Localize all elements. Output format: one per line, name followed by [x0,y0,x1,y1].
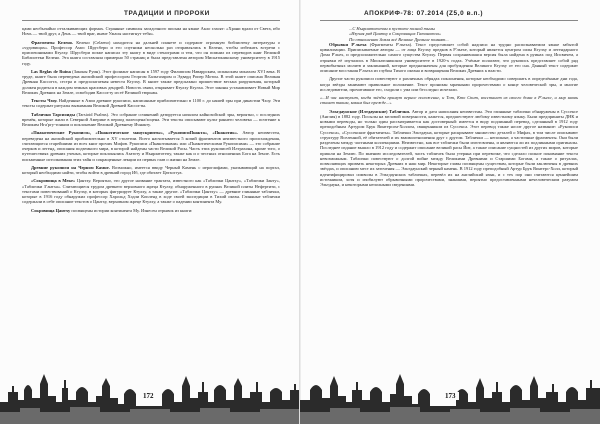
entry-text: посвящены истории континента Му. Изнесен отрывок из книги: [70,207,193,213]
entry-text: Другие части рукописи повествуют о различных обрядах поклонения, которые необходимо совершать в определённые дни года, когда звёзды занимают правильное положение. Текст пронизан мрачными пророчествами о конце человеческой эры, и многие исследователи, прочитавшие его, сходили с ума или бесследно исчезали. [320,76,578,92]
epigraph-line: По отношению Земля всё Великие Древние помнят... [349,36,449,42]
entry-heading: Las Reglas de Ruina [31,68,71,74]
entry-text: Келено (Celaeno) находится на дальней планете и содержит огромную библиотеку литературы о «чудовищах». Профессор Амос Шрусбери и его спутники несколько раз отправлялись в Келено, чтобы избежать встречи с приспешниками Ктулху. Шрусбери позже написал эту книгу в виде стенограмм и тем, что он помнил из переводов книг Великой Библиотеки Келено. Эта книга составляла примерно 50 страниц и была представлена автором Мискатоникскому университету в 1915 году. [22,39,280,66]
body-paragraph [22,208,280,213]
body-paragraph [22,130,280,162]
body-paragraph [320,42,578,74]
entry-text: цами необычайно отталкивающих формах. Странные символы загадочного письма на языке Акло гласят: «Храни вдали от Света, ибо Ночь — твой друг, а День — твой враг, иначе Ужасы настигнут тебя». [22,26,280,37]
body-paragraph [22,165,280,176]
body-paragraph [22,40,280,66]
header-rule [320,20,578,21]
running-header: АПОКРИФ-78: 07.2014 (Z5,0 в.п.) [364,10,484,17]
page-number: 172 [140,392,157,400]
body-paragraph [22,26,280,37]
body-paragraph [22,69,280,95]
body-paragraph [22,112,280,128]
entry-text: Цантху. Вероятно, это другое название трактата, известного как «Таблички Цантху», «Таблички Занту», «Таблички Зʼантха». Считающиеся трудом древнего верховного жреца Ктулху, обнаруженного в руинах Великой плиты Нефертити, с текстами повествований о Ктулху, в которых фигурирует Ктулху, а также другие. «Таблички Цантху» — древние глиняные таблички, которые в 1916 году обнаружил профессор Харольд Хэдли Копленд в ходе своей экспедиции в Тихий океан. Глиняные таблички содержали в себе описание текстов о Цантху, верховном жреце Ктулху, а также о падении континента Му. [22,178,280,205]
entry-text: (Фрагменты Р'льеха). Текст представляет собой надписи на трудно распознаваемом языке забытой цивилизации. Приписываемые авторы — от лица Ктулху предков в Р'льехе, который является центром силы Ктулху и легендарного Дома Р'льех, и предположительно самого существа Ктулху. Первая сохранившаяся версия была найдена в руинах под Ипсвичем, а отрывки её изучались в Мискатоникском университете в 1920-х годах. Учёные полагают, что рукопись представляет собой ряд первобытных молитв и заклинаний, которые предназначены для пробуждения Великого Ктулху от его сна. Данный текст содержит описание восстания Р'льеха из глубин Тихого океана и возвращения Великих Древних к власти. [320,41,578,73]
body-paragraph [320,95,578,106]
entry-text: Автор неизвестен, переведена на английский приблизительно в XV столетии. Всего насчитывается 5 копий фрагментов неизвестного происхождения, считающиеся старейшими из всех книг прочих Мифов. Рукописи «Пнакотиками» или «Пнакотическими Рукописями» — это собрание очерков и легенд, описания подземного мира, в которой найдены части Великой Расы. Часть этих рукописей Илтрахона, кроме того, о путешествиях древних ученых, которые поклонялись Азатоту и Ньярлатотепу, также как и о честных отношениях Бога на Земле. Есть письменные истолкования этих тайн и сокращенные лекции из первых глав о жизни на Земле. [22,130,280,162]
entry-heading: «Пнакотические Рукописи», «Пнакотические манускрипты», «РукописиПнакта», «Пнакотик». [31,130,239,136]
entry-heading: Сокровища Цантху [31,207,71,213]
right-body-text [320,26,578,384]
epigraph-line: ...С Ньярлатотепом в пустоте полной тьмы [349,26,435,31]
entry-heading: «Сокровища в Меке» [31,178,76,184]
body-paragraph [320,76,578,92]
entry-text: Возможно, имеется ввиду Черный Камень с иероглифами, указывающий на портал, который необходимо найти, чтобы войти в древний город Иб, где обитает Цатхоггуа. [22,164,280,175]
entry-text: Автор и дата написания неизвестны. Эти глиняные таблички обнаружены в Суссексе (Англия) в 1882 году. Посылы на меловой поверхности, кажется, предшествуют любому известному языку. Были предприняты ДНК и новыми переводы, но только один рассматривается как достоверный: имеется в виду подлинный перевод, сделанный в 1912 году преподобным Артуром Брук Винтерсом-Холлом, священником из Суссекса. Этот перевод также носит другое название: «Рукописи Суссекса», «Суссекские фрагменты». Таблички Эльтдауна, которые раскрывают множество деталей о Мифах, в том числе описывают структуру Вселенной, её обитателей и их взаимоотношения друг с другом. Таблички — неполные, а частичные фрагменты. Они были разделены между частными коллекциями. Неизвестно, как все таблички были изготовлены, и являются ли их подлинными оригиналы. Последнее издание вышло в 1912 году и содержит описание великой расы Йит, а также описание сущностей из других миров, которые пришли на Землю. По мнению исследователей, часть табличек была утеряна при перевозке, что сделало полное понимание текста невозможным. Таблички повествуют о долгой войне между Великими Древними и Старшими Богами, а также о ритуалах, позволяющих призвать некоторых Древних в наш мир. Некоторые главы посвящены существам, которые были заключены в древних звёздах, и описанию мест их заточения — Эльтдаунский черный камень. В 1912 году преподобный Артур Брук Винтерс-Холл, который идентифицировал символы в Эльтдаунских табличках, перевёл их на английский язык, и с тех пор они считаются ценнейшим источником, хотя и изобилуют обрывочными пророчествами, знаниями, вероятно предоставленными нечеловеческим разумом Эльтдауна, и некоторыми неполными сведениями. [320,108,578,187]
entry-heading: Фрагменты Келено. [31,39,74,45]
entry-heading: Эльтдаунские (Илтдаунские) Таблички. [329,108,411,114]
entry-text: (Tarsioid Psalms). Это собрание сочинений датируется началом кайнозойской эры, вероятно, с последних времён, которые жили в Северной Америке в период палеоцена/эоцена. Эти тексты описывают культ раннего человека — почтение к Великим Нга'ргу-тонким и поклонение Великой Древнему Ичнакту. [22,111,280,127]
page-number: 173 [442,392,459,400]
header-rule [22,20,280,21]
body-paragraph [22,98,280,109]
entry-text: (Законы Руин). Этот фолиант написан в 1597 году Филиппом Наваррским, испанским монахом XVI века. В труде, книге была переведена английский профессором Георгом Бальтазаром и Эдвард Ропер Мотон. В этой книге описана Великая Древняя Кассогта, сестра и предполагаемая невеста Ктулху. В книге также предсказано пришествие весьма разрушения, который должен родиться в каждом земных красивых дендрей. Новость связи, открывает Ктулху Ктулха. Этот законы устанавливает Новый Мир Великих Древних на Земле, освободив Кассогту из её Великой тюрьмы. [22,68,280,95]
right-page [300,0,600,424]
entry-heading: Таблички Тарсиоиды [31,111,75,117]
entry-heading: Обрывки Р'льеха [329,41,367,47]
entry-heading: Древние рукописи на Черном Камне. [31,164,110,170]
entry-text: «...И час наступит, когда звёзды примут верное положение, и Тот, Кто Спит, восстанет из своего дома в Р'льехе, и мир вновь станет таким, каким был прежде...» [320,95,578,106]
body-paragraph [22,178,280,204]
entry-text: Найденные в Азии древние рукописи, написанные приблизительно в 1100 г. до нашей эры при династии Чхоу. Эти тексты содержат ритуалы вызывания Великой Древней Кассогты. [22,98,280,109]
epigraph-line: «Изучая ряд Цантху в Сокровищах Гатанотоа» [349,31,442,37]
left-body-text [22,26,280,384]
body-paragraph [320,109,578,188]
entry-heading: Тексты Чхоу. [31,98,58,103]
running-header: ТРАДИЦИИ И ПРОРОКИ [124,10,210,17]
